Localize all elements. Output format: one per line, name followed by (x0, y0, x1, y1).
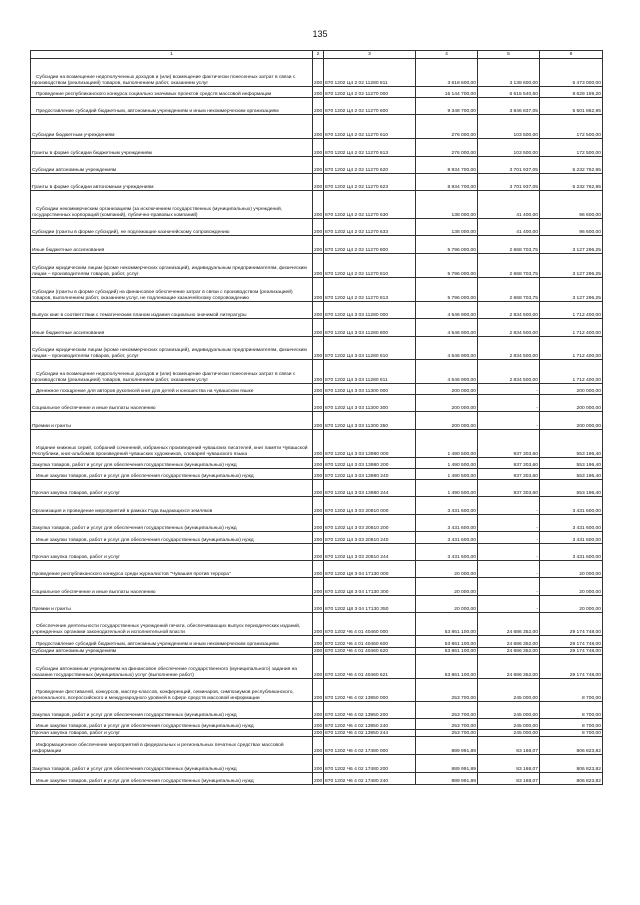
row-column-2: 200 (314, 648, 323, 654)
row-budget-code: 870 1202 Ч6 4 01 40460 621 (324, 655, 416, 679)
table-row (31, 561, 603, 578)
row-amount-remaining: 1 712 400,00 (540, 302, 603, 319)
row-amount-executed: 245 000,00 (478, 679, 540, 702)
row-amount-planned: 200 000,00 (416, 384, 478, 395)
row-amount-planned: 20 000,00 (416, 578, 478, 596)
table-row (31, 515, 603, 532)
row-description: Выпуск книг в соответствии с тематическим планом издания социально значимой литературы (31, 302, 313, 319)
row-column-2: 200 (313, 115, 324, 139)
row-column-2: 200 (313, 497, 324, 515)
row-amount-executed: - (478, 578, 540, 596)
row-amount-executed: - (478, 395, 540, 412)
row-amount-planned: 53 861 100,00 (416, 636, 478, 648)
row-column-2: 200 (313, 384, 324, 395)
row-budget-code: 870 1202 Ч6 4 02 13950 240 (324, 719, 416, 730)
table-row (31, 730, 603, 737)
row-amount-remaining: 3 431 600,00 (540, 515, 603, 532)
row-amount-remaining: 3 127 296,25 (540, 236, 603, 254)
row-amount-remaining: 3 431 600,00 (540, 544, 603, 561)
row-budget-code: 870 1202 Ц4 3 03 20810 200 (324, 515, 416, 532)
row-amount-executed: 3 846 837,05 (478, 98, 540, 115)
row-amount-executed: 937 303,60 (478, 480, 540, 497)
row-column-2: 200 (313, 702, 324, 719)
table-row (31, 719, 603, 730)
row-amount-planned: 9 348 700,00 (416, 98, 478, 115)
row-amount-remaining: 20 000,00 (540, 561, 603, 578)
row-budget-code: 870 1202 Ц4 3 03 11280 810 (324, 337, 416, 360)
row-amount-executed: 937 303,60 (478, 469, 540, 480)
row-amount-remaining: 20 000,00 (540, 596, 603, 613)
row-amount-planned: 138 000,00 (416, 191, 478, 219)
row-column-2: 200 (313, 480, 324, 497)
row-amount-remaining: 8 700,00 (540, 702, 603, 719)
row-description: Субсидии юридическим лицам (кроме некоммерческих организаций), индивидуальным предпринимателям, физическим лицам – производителям товаров, работ, услуг (31, 254, 313, 278)
table-row (31, 655, 603, 679)
row-column-2: 200 (313, 157, 324, 174)
table-row (31, 87, 603, 98)
row-amount-executed: 2 668 703,75 (478, 278, 540, 302)
table-row (31, 191, 603, 219)
row-amount-remaining: 96 600,00 (540, 191, 603, 219)
row-amount-executed: 24 686 352,00 (478, 655, 540, 679)
row-column-2: 200 (313, 679, 324, 702)
row-description: Премии и гранты (31, 412, 313, 430)
row-amount-remaining: 3 431 600,00 (540, 497, 603, 515)
row-amount-executed: 2 834 500,00 (478, 319, 540, 337)
row-amount-remaining: 200 000,00 (540, 395, 603, 412)
row-amount-planned: 3 431 600,00 (416, 497, 478, 515)
row-amount-executed: - (478, 515, 540, 532)
row-column-2: 200 (313, 561, 324, 578)
row-amount-planned: 276 000,00 (416, 115, 478, 139)
row-amount-remaining: 1 712 400,00 (540, 319, 603, 337)
row-amount-executed: - (478, 544, 540, 561)
row-column-2: 200 (313, 515, 324, 532)
table-row (31, 648, 603, 655)
row-amount-remaining: 172 500,00 (540, 139, 603, 157)
row-amount-planned: 20 000,00 (416, 561, 478, 578)
table-header (31, 51, 603, 59)
table-row (31, 139, 603, 157)
row-amount-planned: 53 861 100,00 (416, 613, 478, 636)
table-row (31, 115, 603, 139)
row-amount-remaining: 20 000,00 (540, 578, 603, 596)
row-amount-remaining: 3 431 600,00 (540, 532, 603, 544)
row-amount-executed: 103 500,00 (478, 115, 540, 139)
row-budget-code: 870 1202 Ц4 3 03 20810 240 (324, 532, 416, 544)
row-amount-planned: 200 000,00 (416, 395, 478, 412)
row-description: Субсидии юридическим лицам (кроме некоммерческих организаций), индивидуальным предпринимателям, физическим лицам – производителям товаров, работ, услуг (31, 337, 313, 360)
row-description: Премии и гранты (31, 596, 313, 613)
table-row (31, 636, 603, 648)
row-budget-code: 870 1202 Ц4 2 02 11270 800 (324, 236, 416, 254)
table-row (31, 59, 603, 87)
row-amount-executed: 2 668 703,75 (478, 236, 540, 254)
table-row (31, 544, 603, 561)
row-amount-remaining: 29 174 748,00 (540, 648, 603, 655)
row-description: Закупка товаров, работ и услуг для обеспечения государственных (муниципальных) нужд (31, 702, 313, 719)
row-budget-code: 870 1202 Ц4 3 03 11280 811 (324, 360, 416, 384)
row-description: Субсидии бюджетным учреждениям (31, 115, 313, 139)
row-amount-executed: 103 500,00 (478, 139, 540, 157)
row-description: Иные закупки товаров, работ и услуг для обеспечения государственных (муниципальных) нужд (31, 719, 313, 730)
row-amount-remaining: 553 196,40 (540, 480, 603, 497)
row-budget-code: 870 1202 Ц4 2 02 11270 810 (324, 254, 416, 278)
row-amount-planned: 889 991,89 (416, 737, 478, 755)
row-column-2: 200 (313, 578, 324, 596)
row-amount-executed: - (478, 596, 540, 613)
row-column-2: 200 (313, 544, 324, 561)
row-amount-executed: - (478, 497, 540, 515)
table-row (31, 395, 603, 412)
row-budget-code: 870 1202 Ч6 4 02 13950 244 (324, 730, 416, 737)
row-column-2: 200 (313, 458, 324, 469)
row-budget-code: 870 1202 Ц4 3 03 20810 000 (324, 497, 416, 515)
row-description: Иные закупки товаров, работ и услуг для обеспечения государственных (муниципальных) нужд (31, 469, 313, 480)
row-amount-planned: 889 991,89 (416, 755, 478, 773)
row-description: Иные бюджетные ассигнования (31, 319, 313, 337)
row-amount-planned: 3 618 600,00 (416, 59, 478, 87)
row-amount-planned: 253 700,00 (416, 719, 478, 730)
table-row (31, 532, 603, 544)
row-budget-code: 870 1202 Ц4 2 02 11270 630 (324, 191, 416, 219)
row-amount-remaining: 5 232 762,95 (540, 174, 603, 191)
row-column-2: 200 (313, 596, 324, 613)
row-budget-code: 870 1202 Ц8 3 04 17130 350 (324, 596, 416, 613)
table-row (31, 412, 603, 430)
row-amount-remaining: 8 700,00 (540, 679, 603, 702)
table-row (31, 278, 603, 302)
header-col-2: 2 (313, 51, 324, 59)
table-row (31, 469, 603, 480)
row-amount-executed: - (478, 412, 540, 430)
row-amount-executed: 2 834 500,00 (478, 302, 540, 319)
row-budget-code: 870 1202 Ц4 2 02 11270 000 (324, 87, 416, 98)
row-description: Организация и проведение мероприятий в рамках Года выдающихся земляков (31, 497, 313, 515)
row-description: Издание книжных серий, собраний сочинений, избранных произведений чувашских писателей, книг памяти Чувашской Республики, книг-альбомов произведений чувашских художников, словарей чувашского языка (31, 430, 313, 458)
row-amount-executed: 3 138 600,00 (478, 59, 540, 87)
row-description: Субсидии на возмещение недополученных доходов и (или) возмещение фактически понесенных затрат в связи с производством (реализацией) товаров, выполнением работ, оказанием услуг (31, 59, 313, 87)
row-budget-code: 870 1202 Ц4 3 03 11280 000 (324, 302, 416, 319)
row-amount-executed: 3 701 937,05 (478, 174, 540, 191)
row-amount-executed: 24 686 352,00 (478, 636, 540, 648)
row-amount-remaining: 200 000,00 (540, 384, 603, 395)
row-description: Прочая закупка товаров, работ и услуг (31, 730, 313, 737)
row-budget-code: 870 1202 Ц4 3 03 13980 244 (324, 480, 416, 497)
table-row (31, 458, 603, 469)
row-budget-code: 870 1202 Ч6 4 02 13950 000 (324, 679, 416, 702)
row-amount-executed: 83 168,07 (478, 755, 540, 773)
row-amount-planned: 253 700,00 (416, 730, 478, 737)
row-amount-planned: 4 546 900,00 (416, 302, 478, 319)
page-number: 135 (312, 29, 328, 39)
row-budget-code: 870 1202 Ц4 2 02 11270 813 (324, 278, 416, 302)
row-budget-code: 870 1202 Ц4 2 02 11270 613 (324, 139, 416, 157)
row-description: Прочая закупка товаров, работ и услуг (31, 544, 313, 561)
row-amount-planned: 253 700,00 (416, 702, 478, 719)
row-amount-remaining: 96 600,00 (540, 219, 603, 236)
row-amount-planned: 53 861 100,00 (416, 655, 478, 679)
row-column-2: 200 (313, 655, 324, 679)
row-description: Проведение республиканского конкурса среди журналистов "Чувашия против террора" (31, 561, 313, 578)
row-budget-code: 870 1202 Ц4 3 03 13980 000 (324, 430, 416, 458)
row-amount-executed: 245 000,00 (478, 702, 540, 719)
row-budget-code: 870 1202 Ц4 3 03 13980 240 (324, 469, 416, 480)
table-row (31, 98, 603, 115)
row-description: Гранты в форме субсидии автономным учреждениям (31, 174, 313, 191)
row-budget-code: 870 1202 Ц4 3 03 13980 200 (324, 458, 416, 469)
row-amount-executed: - (478, 384, 540, 395)
row-column-2: 200 (313, 278, 324, 302)
row-description: Социальное обеспечение и иные выплаты населению (31, 578, 313, 596)
table-row (31, 679, 603, 702)
row-amount-planned: 15 144 700,00 (416, 87, 478, 98)
row-column-2: 200 (313, 219, 324, 236)
row-description: Закупка товаров, работ и услуг для обеспечения государственных (муниципальных) нужд (31, 515, 313, 532)
row-amount-planned: 1 490 500,00 (416, 480, 478, 497)
row-description: Денежное поощрение для авторов рукописей книг для детей и юношества на чувашском языке (31, 384, 313, 395)
table-row (31, 360, 603, 384)
table-row (31, 174, 603, 191)
row-amount-remaining: 553 196,40 (540, 469, 603, 480)
row-budget-code: 870 1202 Ц4 3 03 11300 300 (324, 395, 416, 412)
row-amount-planned: 1 490 500,00 (416, 469, 478, 480)
row-column-2: 200 (313, 302, 324, 319)
row-column-2: 200 (313, 254, 324, 278)
row-amount-planned: 3 431 600,00 (416, 544, 478, 561)
table-row (31, 497, 603, 515)
row-amount-executed: 41 400,00 (478, 191, 540, 219)
table-row (31, 384, 603, 395)
row-column-2: 200 (313, 337, 324, 360)
row-description: Проведение республиканского конкурса социально значимых проектов средств массовой информации (31, 87, 313, 98)
row-amount-remaining: 29 174 748,00 (540, 613, 603, 636)
row-budget-code: 870 1202 Ч6 4 01 40460 000 (324, 613, 416, 636)
row-column-2: 200 (313, 87, 324, 98)
row-amount-remaining: 29 174 748,00 (540, 636, 603, 648)
row-column-2: 200 (313, 59, 324, 87)
row-column-2: 200 (313, 319, 324, 337)
row-column-2: 200 (313, 139, 324, 157)
table-row (31, 480, 603, 497)
table-row (31, 702, 603, 719)
row-amount-remaining: 5 501 862,95 (540, 98, 603, 115)
row-budget-code: 870 1202 Ц4 2 02 11270 633 (324, 219, 416, 236)
row-column-2: 200 (313, 98, 324, 115)
row-amount-planned: 4 546 900,00 (416, 360, 478, 384)
row-budget-code: 870 1202 Ц4 3 03 11300 350 (324, 412, 416, 430)
row-amount-planned: 3 431 600,00 (416, 532, 478, 544)
row-budget-code: 870 1202 Ц4 3 03 11280 800 (324, 319, 416, 337)
row-amount-remaining: 1 712 400,00 (540, 360, 603, 384)
row-amount-remaining: 8 700,00 (540, 719, 603, 730)
table-row (31, 337, 603, 360)
row-amount-executed: 937 303,60 (478, 458, 540, 469)
row-description: Субсидии (гранты в форме субсидий) на финансовое обеспечение затрат в связи с производством (реализацией) товаров, выполнением работ, оказанием услуг, не подлежащие казначейскому сопровождению (31, 278, 313, 302)
table-row (31, 219, 603, 236)
table-row (31, 613, 603, 636)
row-budget-code: 870 1202 Ц4 2 02 11270 623 (324, 174, 416, 191)
row-amount-planned: 1 490 500,00 (416, 430, 478, 458)
row-amount-executed: 41 400,00 (478, 219, 540, 236)
row-amount-planned: 253 700,00 (416, 679, 478, 702)
row-amount-executed: 24 686 352,00 (478, 648, 540, 655)
row-description: Проведение фестивалей, конкурсов, мастер-классов, конференций, семинаров, симпозиумов республиканского, регионального, всероссийского и международного уровней в сфере средств массовой информации (31, 679, 313, 702)
row-amount-remaining: 1 712 400,00 (540, 337, 603, 360)
row-column-2: 200 (313, 469, 324, 480)
table-row (31, 737, 603, 755)
row-amount-executed: 245 000,00 (478, 719, 540, 730)
row-amount-executed: 83 168,07 (478, 737, 540, 755)
row-column-2: 200 (313, 174, 324, 191)
row-amount-remaining: 200 000,00 (540, 412, 603, 430)
row-amount-planned: 200 000,00 (416, 412, 478, 430)
row-amount-remaining: 806 823,82 (540, 773, 603, 785)
row-budget-code: 870 1202 Ц4 2 02 11270 620 (324, 157, 416, 174)
row-description: Иные бюджетные ассигнования (31, 236, 313, 254)
header-col-4: 4 (416, 51, 478, 59)
row-column-2: 200 (313, 395, 324, 412)
row-amount-planned: 4 546 900,00 (416, 319, 478, 337)
row-description: Закупка товаров, работ и услуг для обеспечения государственных (муниципальных) нужд (31, 458, 313, 469)
row-amount-remaining: 8 629 159,20 (540, 87, 603, 98)
row-description: Субсидии автономным учреждениям (31, 157, 313, 174)
row-description: Социальное обеспечение и иные выплаты населению (31, 395, 313, 412)
table-row (31, 578, 603, 596)
row-amount-executed: 2 834 500,00 (478, 337, 540, 360)
row-amount-executed: 6 515 540,60 (478, 87, 540, 98)
table-row (31, 157, 603, 174)
row-amount-planned: 8 934 700,00 (416, 157, 478, 174)
row-budget-code: 870 1202 Ч6 4 02 17480 200 (324, 755, 416, 773)
row-budget-code: 870 1202 Ц4 3 03 20810 244 (324, 544, 416, 561)
row-description: Субсидии некоммерческим организациям (за исключением государственных (муниципальных) учреждений, государственных корпораций (компаний), публично-правовых компаний) (31, 191, 313, 219)
row-budget-code: 870 1202 Ц4 2 02 11280 811 (324, 59, 416, 87)
row-amount-remaining: 5 473 000,00 (540, 59, 603, 87)
row-amount-planned: 1 490 500,00 (416, 458, 478, 469)
row-amount-planned: 20 000,00 (416, 596, 478, 613)
table-row (31, 755, 603, 773)
row-amount-executed: 2 668 703,75 (478, 254, 540, 278)
header-row (31, 51, 603, 59)
row-column-2: 200 (313, 737, 324, 755)
row-budget-code: 870 1202 Ц8 3 04 17130 300 (324, 578, 416, 596)
row-amount-remaining: 553 196,40 (540, 458, 603, 469)
row-amount-remaining: 3 127 296,25 (540, 278, 603, 302)
row-amount-executed: 3 701 937,05 (478, 157, 540, 174)
row-amount-remaining: 553 196,40 (540, 430, 603, 458)
row-column-2: 200 (313, 532, 324, 544)
row-amount-executed: 83 168,07 (478, 773, 540, 785)
header-col-5: 5 (478, 51, 540, 59)
row-amount-executed: - (478, 561, 540, 578)
row-budget-code: 870 1202 Ч6 4 01 40460 620 (324, 648, 416, 655)
row-amount-remaining: 3 127 296,25 (540, 254, 603, 278)
row-description: Информационное обеспечение мероприятий в федеральных и региональных печатных средствах массовой информации (31, 737, 313, 755)
row-column-2: 200 (313, 412, 324, 430)
table-row (31, 302, 603, 319)
row-budget-code: 870 1202 Ч6 4 02 17480 240 (324, 773, 416, 785)
row-amount-planned: 138 000,00 (416, 219, 478, 236)
row-amount-remaining: 806 823,82 (540, 737, 603, 755)
row-column-2: 200 (313, 236, 324, 254)
row-description: Предоставление субсидий бюджетным, автономным учреждениям и иным некоммерческим организациям (31, 98, 313, 115)
row-description: Субсидии автономным учреждениям (31, 648, 313, 655)
row-amount-remaining: 5 232 762,95 (540, 157, 603, 174)
row-amount-remaining: 29 174 748,00 (540, 655, 603, 679)
row-amount-planned: 5 796 000,00 (416, 278, 478, 302)
row-budget-code: 870 1202 Ч6 4 02 17480 000 (324, 737, 416, 755)
table-row (31, 254, 603, 278)
row-column-2: 200 (313, 719, 324, 730)
row-column-2: 200 (313, 755, 324, 773)
row-amount-planned: 4 546 900,00 (416, 337, 478, 360)
row-description: Обеспечение деятельности государственных учреждений печати, обеспечивающих выпуск периодических изданий, учрежденных органами законодательной и исполнительной власти (31, 613, 313, 636)
row-amount-remaining: 172 500,00 (540, 115, 603, 139)
row-column-2: 200 (313, 191, 324, 219)
row-column-2: 200 (313, 636, 324, 648)
row-amount-planned: 8 934 700,00 (416, 174, 478, 191)
header-col-1: 1 (31, 51, 313, 59)
row-description: Предоставление субсидий бюджетным, автономным учреждениям и иным некоммерческим организациям (31, 636, 313, 648)
row-amount-executed: - (478, 532, 540, 544)
row-budget-code: 870 1202 Ч6 4 02 13950 200 (324, 702, 416, 719)
row-column-2: 200 (313, 360, 324, 384)
row-budget-code: 870 1202 Ц4 2 02 11270 610 (324, 115, 416, 139)
row-description: Иные закупки товаров, работ и услуг для обеспечения государственных (муниципальных) нужд (31, 532, 313, 544)
row-column-2: 200 (313, 430, 324, 458)
row-description: Субсидии автономным учреждениям на финансовое обеспечение государственного (муниципального) задания на оказание государственных (муниципальных) услуг (выполнение работ) (31, 655, 313, 679)
row-description: Гранты в форме субсидии бюджетным учреждениям (31, 139, 313, 157)
table-row (31, 236, 603, 254)
row-description: Прочая закупка товаров, работ и услуг (31, 480, 313, 497)
row-amount-executed: 24 686 352,00 (478, 613, 540, 636)
row-description: Субсидии на возмещение недополученных доходов и (или) возмещение фактически понесенных затрат в связи с производством (реализацией) товаров, выполнением работ, оказанием услуг (31, 360, 313, 384)
table-row (31, 773, 603, 785)
row-amount-planned: 276 000,00 (416, 139, 478, 157)
row-amount-executed: 937 303,60 (478, 430, 540, 458)
table-row (31, 319, 603, 337)
row-column-2: 200 (314, 730, 323, 736)
row-amount-planned: 5 796 000,00 (416, 236, 478, 254)
row-description: Иные закупки товаров, работ и услуг для обеспечения государственных (муниципальных) нужд (31, 773, 313, 785)
row-amount-planned: 53 861 100,00 (416, 648, 478, 655)
row-amount-remaining: 8 700,00 (540, 730, 603, 737)
row-amount-executed: 245 000,00 (478, 730, 540, 737)
row-column-2: 200 (313, 613, 324, 636)
header-col-6: 6 (540, 51, 603, 59)
row-amount-remaining: 806 823,82 (540, 755, 603, 773)
row-budget-code: 870 1202 Ц4 3 03 11300 000 (324, 384, 416, 395)
row-amount-executed: 2 834 500,00 (478, 360, 540, 384)
row-budget-code: 870 1202 Ц4 2 02 11270 600 (324, 98, 416, 115)
row-amount-planned: 3 431 600,00 (416, 515, 478, 532)
table-row (31, 596, 603, 613)
row-budget-code: 870 1202 Ч6 4 01 40460 600 (324, 636, 416, 648)
budget-table (30, 50, 603, 785)
row-description: Закупка товаров, работ и услуг для обеспечения государственных (муниципальных) нужд (31, 755, 313, 773)
row-column-2: 200 (313, 773, 324, 785)
row-amount-planned: 5 796 000,00 (416, 254, 478, 278)
row-description: Субсидии (гранты в форме субсидий), не подлежащие казначейскому сопровождению (31, 219, 313, 236)
row-amount-planned: 889 991,89 (416, 773, 478, 785)
table-body (31, 59, 603, 785)
table-row (31, 430, 603, 458)
header-col-3: 3 (324, 51, 416, 59)
row-budget-code: 870 1202 Ц8 3 04 17130 000 (324, 561, 416, 578)
